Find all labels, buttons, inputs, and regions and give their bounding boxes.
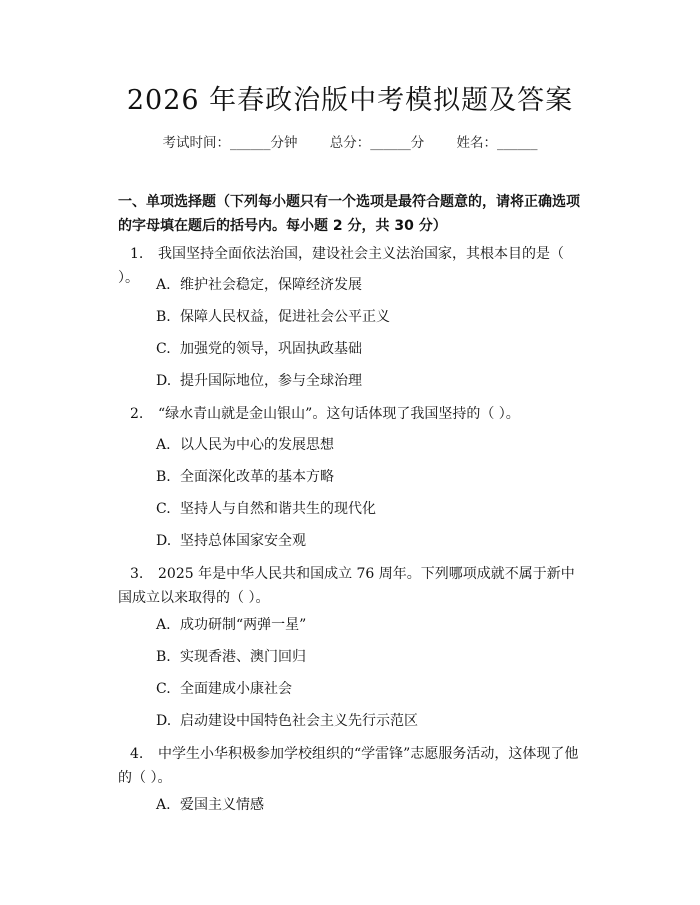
option-label: A. (156, 437, 171, 453)
question-text: 2025 年是中华人民共和国成立 76 周年。下列哪项成就不属于新中国成立以来取得的（ ）。 (118, 566, 575, 606)
question-text: 中学生小华积极参加学校组织的“学雷锋”志愿服务活动，这体现了他的（ ）。 (118, 746, 579, 786)
option-label: B. (156, 649, 171, 665)
option-label: B. (156, 469, 171, 485)
question-3 (118, 562, 588, 610)
question-4 (118, 742, 588, 790)
question-text: 我国坚持全面依法治国，建设社会主义法治国家，其根本目的是（ ）。 (118, 246, 564, 286)
option-label: C. (156, 341, 171, 357)
option-text: 爱国主义情感 (180, 797, 264, 813)
option-2b (156, 467, 596, 487)
exam-meta (0, 131, 700, 151)
option-text: 保障人民权益，促进社会公平正义 (180, 309, 390, 325)
section-heading: 一、单项选择题（下列每小题只有一个选项是最符合题意的，请将正确选项的字母填在题后的括号内。每小题 2 分，共 30 分） (118, 194, 580, 234)
question-text: “绿水青山就是金山银山”。这句话体现了我国坚持的（ ）。 (158, 406, 520, 422)
option-4a (156, 795, 596, 815)
option-text: 启动建设中国特色社会主义先行示范区 (180, 713, 418, 729)
option-text: 提升国际地位，参与全球治理 (180, 373, 362, 389)
option-3b (156, 647, 596, 667)
option-3a (156, 615, 596, 635)
student-name-field: 姓名：______ (456, 135, 538, 151)
option-text: 坚持总体国家安全观 (180, 533, 306, 549)
option-1a (156, 275, 596, 295)
option-label: D. (156, 373, 172, 389)
option-text: 以人民为中心的发展思想 (180, 437, 334, 453)
option-label: C. (156, 501, 171, 517)
question-2 (118, 402, 588, 426)
option-text: 实现香港、澳门回归 (180, 649, 306, 665)
option-label: D. (156, 533, 172, 549)
option-1c (156, 339, 596, 359)
option-label: C. (156, 681, 171, 697)
option-text: 全面建成小康社会 (180, 681, 292, 697)
option-text: 全面深化改革的基本方略 (180, 469, 334, 485)
option-label: A. (156, 797, 171, 813)
option-2c (156, 499, 596, 519)
question-number: 3. (130, 566, 144, 582)
option-2a (156, 435, 596, 455)
option-1d (156, 371, 596, 391)
option-3c (156, 679, 596, 699)
question-number: 2. (130, 406, 144, 422)
option-text: 维护社会稳定，保障经济发展 (180, 277, 362, 293)
option-label: B. (156, 309, 171, 325)
option-label: A. (156, 277, 171, 293)
option-1b (156, 307, 596, 327)
question-number: 4. (130, 746, 144, 762)
option-text: 成功研制“两弹一星” (180, 617, 307, 633)
exam-time-field: 考试时间：______分钟 (162, 135, 298, 151)
option-2d (156, 531, 596, 551)
option-3d (156, 711, 596, 731)
question-number: 1. (130, 246, 144, 262)
page-title: 2026 年春政治版中考模拟题及答案 (126, 85, 574, 116)
option-text: 加强党的领导，巩固执政基础 (180, 341, 362, 357)
option-label: A. (156, 617, 171, 633)
option-label: D. (156, 713, 172, 729)
option-text: 坚持人与自然和谐共生的现代化 (180, 501, 376, 517)
total-score-field: 总分：______分 (329, 135, 425, 151)
